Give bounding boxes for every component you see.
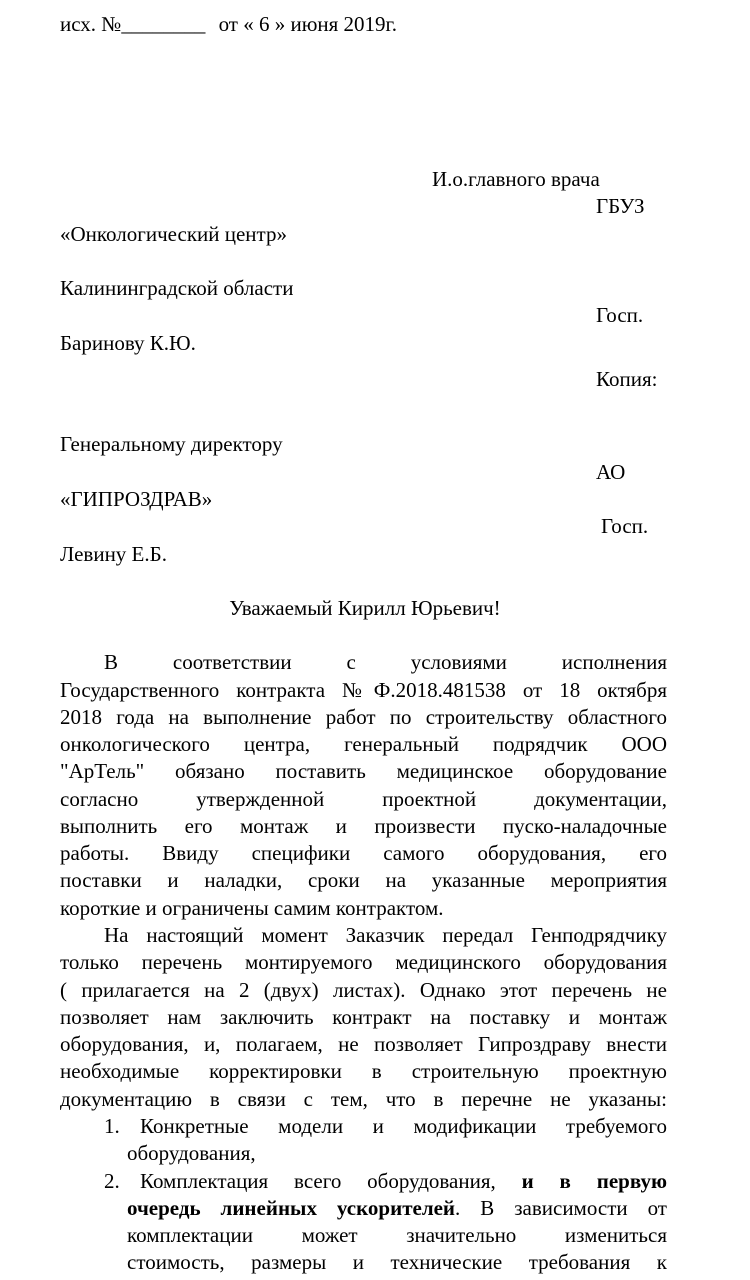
- addressee-position: И.о.главного врача: [432, 167, 600, 191]
- copy-recipient-org-type: АО: [596, 460, 626, 484]
- copy-recipient-name: Левину Е.Б.: [60, 542, 167, 566]
- paragraph-line: выполнить его монтаж и произвести пуско-наладочные: [60, 814, 667, 838]
- list-item-number: 1.: [104, 1114, 120, 1138]
- paragraph-line: На настоящий момент Заказчик передал Генподрядчику: [104, 923, 667, 947]
- list-item-text: Комплектация всего оборудования,: [140, 1169, 522, 1193]
- paragraph-line: позволяет нам заключить контракт на поставку и монтаж: [60, 1005, 667, 1029]
- paragraph-line: согласно утвержденной проектной документации,: [60, 787, 667, 811]
- list-item-text: . В зависимости от: [455, 1196, 667, 1220]
- paragraph-line: оборудования, и, полагаем, не позволяет Гипроздраву внести: [60, 1032, 667, 1056]
- paragraph-line: "АрТель" обязано поставить медицинское оборудование: [60, 759, 667, 783]
- list-item-line: оборудования,: [127, 1141, 256, 1165]
- paragraph-line: документацию в связи с тем, что в перечне не указаны:: [60, 1087, 667, 1111]
- copy-recipient-org-name: «ГИПРОЗДРАВ»: [60, 487, 213, 511]
- list-item-line: [140, 1171, 667, 1192]
- paragraph-line: только перечень монтируемого медицинского оборудования: [60, 950, 667, 974]
- list-item-number: 2.: [104, 1169, 120, 1193]
- paragraph-line: 2018 года на выполнение работ по строительству областного: [60, 705, 667, 729]
- list-item-line: Конкретные модели и модификации требуемого: [140, 1114, 667, 1138]
- list-item-emphasis: очередь линейных ускорителей: [127, 1196, 456, 1220]
- outgoing-number-blank: ________: [121, 12, 206, 36]
- paragraph-line: Государственного контракта №Ф.2018.481538 от 18 октября: [60, 678, 667, 702]
- list-item-emphasis: и в первую: [521, 1169, 667, 1193]
- outgoing-number-prefix: исх. №: [60, 12, 122, 36]
- paragraph-line: работы. Ввиду специфики самого оборудования, его: [60, 841, 667, 865]
- paragraph-line: онкологического центра, генеральный подрядчик ООО: [60, 732, 667, 756]
- addressee-region: Калининградской области: [60, 276, 294, 300]
- list-item-line: стоимость, размеры и технические требования к: [127, 1250, 667, 1274]
- list-item-line: комплектации может значительно измениться: [127, 1223, 667, 1247]
- addressee-org-type: ГБУЗ: [596, 194, 645, 218]
- salutation: Уважаемый Кирилл Юрьевич!: [229, 596, 501, 620]
- outgoing-number-line: [60, 14, 397, 35]
- paragraph-line: ( прилагается на 2 (двух) листах). Однако этот перечень не: [60, 978, 667, 1002]
- list-item-line: [127, 1198, 667, 1219]
- letter-date: от « 6 » июня 2019г.: [218, 12, 398, 36]
- copy-recipient-honorific: Госп.: [601, 514, 649, 538]
- paragraph-line: необходимые корректировки в строительную проектную: [60, 1059, 667, 1083]
- addressee-honorific: Госп.: [596, 303, 644, 327]
- addressee-org-name: «Онкологический центр»: [60, 222, 287, 246]
- paragraph-line: В соответствии с условиями исполнения: [104, 650, 667, 674]
- copy-recipient-position: Генеральному директору: [60, 432, 283, 456]
- copy-label: Копия:: [596, 367, 658, 391]
- addressee-name: Баринову К.Ю.: [60, 331, 196, 355]
- paragraph-line: короткие и ограничены самим контрактом.: [60, 896, 444, 920]
- paragraph-line: поставки и наладки, сроки на указанные мероприятия: [60, 868, 667, 892]
